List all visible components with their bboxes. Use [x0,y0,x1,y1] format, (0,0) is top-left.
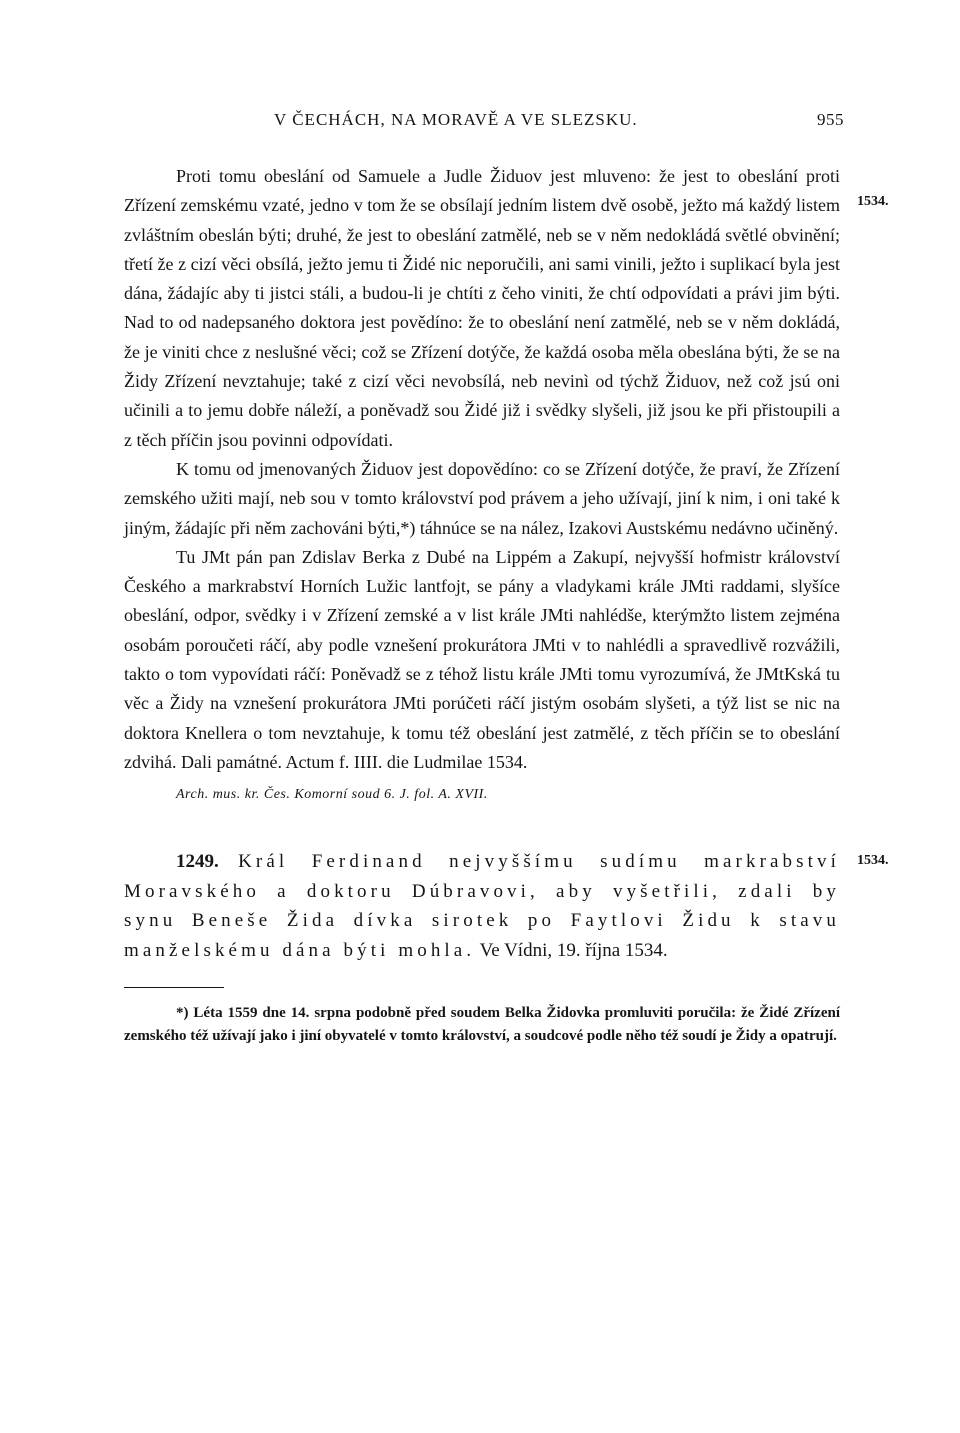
body-text [124,162,889,777]
page-number: 955 [817,110,844,129]
paragraph: Proti tomu obeslání od Samuele a Judle Židuov jest mluveno: že jest to obeslání proti Zřízení zemskému vzaté, jedno v tom že se obsílají jedním listem dvě osobě, ježto má každý listem zvláštním obeslán býti; druhé, že jest to obeslání zatmělé, neb se v něm nedokládá světlé obvinění; třetí že z cizí věci obsílá, ježto jemu ti Židé nic neporučili, ani sami vinili, ježto i suplikací byla jest dána, žádajíc aby ti jistci stáli, a budou-li je chtíti z čeho viniti, že chtí odpovídati a právi jim býti. Nad to od nadepsaného doktora jest povědíno: že to obeslání není zatmělé, neb se v něm dokládá, že je viniti chce z neslušné věci; což se Zřízení dotýče, že každá osoba měla obeslána býti, že se na Židy Zřízení nevztahuje; také z cizí věci nevobsílá, neb nevinì od týchž Židuov, než což jsú oni učinili a to jemu dobře náleží, a poněvadž sou Židé již i svědky slyšeli, již jsou ke při přistoupili a z těch příčin jsou povinni odpovídati. [124,166,840,450]
document-page [124,106,889,1048]
document-entry [124,847,889,965]
footnote: *) Léta 1559 dne 14. srpna podobně před soudem Belka Židovka promluviti poručila: že Židé Zřízení zemského též užívají jako i jiní obyvatelé v tomto království, a soudcové podle něho též soudí je Židy a opatrují. [124,1005,840,1045]
document-date: Ve Vídni, 19. října 1534. [479,939,668,961]
footnote-divider [124,987,224,988]
source-citation: Arch. mus. kr. Čes. Komorní soud 6. J. fol. A. XVII. [176,787,488,803]
paragraph: Tu JMt pán pan Zdislav Berka z Dubé na Lippém a Zakupí, nejvyšší hofmistr království Českého a markrabství Horních Lužic lantfojt, se pány a vladykami krále JMti raddami, slyšíce obeslání, odpor, svědky i v Zřízení zemské a v list krále JMti nahlédše, kterýmžto listem zejména osobám poroučeti ráčí, aby podle vznešení prokurátora JMti v to nahlédli a spravedlivě rozvážili, takto o tom vypovídati ráčí: Poněvadž se z téhož listu krále JMti tomu vyrozumívá, že JMtKská tu věc a Židy na vznešení prokurátora JMti porúčeti ráčí jistým osobám slyšeti, a týž list se nic na doktora Knellera o tom nevztahuje, k tomu též obeslání jest zatmělé, z těch příčin se to obeslání zdvihá. Dali památné. Actum f. IIII. die Ludmilae 1534. [124,546,840,772]
document-number: 1249. [176,851,219,873]
paragraph: K tomu od jmenovaných Židuov jest dopovědíno: co se Zřízení dotýče, že praví, že Zřízení zemského užiti mají, neb sou v tomto království pod právem a jeho užívají, jiní k nim, i oni také k jiným, žádajíc při něm zachováni býti,*) táhnúce se na nález, Izakovi Austskému nedávno učiněný. [124,458,840,538]
document-heading [124,847,840,965]
margin-year-note: 1534. [857,853,889,869]
running-title: V ČECHÁCH, NA MORAVĚ A VE SLEZSKU. [274,110,638,129]
margin-year-note: 1534. [857,194,889,209]
running-head [124,106,844,136]
document-title: Král Ferdinand nejvyššímu sudímu markrabství Moravského a doktoru Dúbravovi, aby vyšetřili, zdali by synu Beneše Žida dívka sirotek po Faytlovi Židu k stavu manželskému dána býti mohla. [124,851,840,961]
